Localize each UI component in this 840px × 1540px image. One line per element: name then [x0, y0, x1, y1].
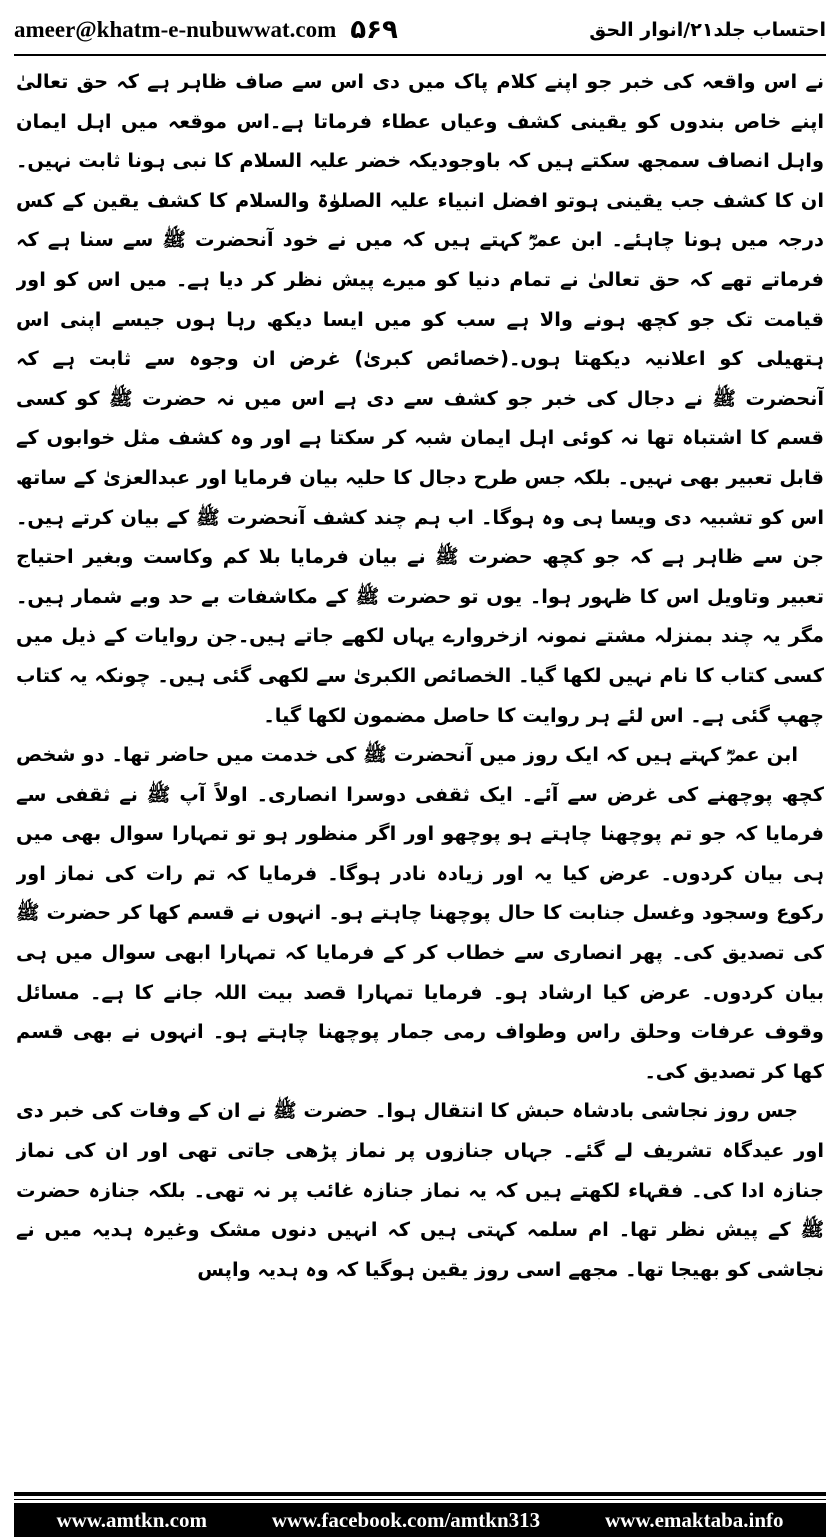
footer-bar — [14, 1503, 826, 1537]
paragraph-1: نے اس واقعہ کی خبر جو اپنے کلام پاک میں دی اس سے صاف ظاہر ہے کہ حق تعالیٰ اپنے خاص بندوں کو یقینی کشف وعیاں عطاء فرماتا ہے۔اس موقعہ میں اہل ایمان واہل انصاف سمجھ سکتے ہیں کہ باوجودیکہ خضر علیہ السلام کا نبی ہونا ثابت نہیں۔ان کا کشف جب یقینی ہوتو افضل انبیاء علیہ الصلوٰۃ والسلام کا کشف یقین کے کس درجہ میں ہونا چاہئے۔ ابن عمرؓ کہتے ہیں کہ میں نے خود آنحضرت ﷺ سے سنا ہے کہ فرماتے تھے کہ حق تعالیٰ نے تمام دنیا کو میرے پیش نظر کر دیا ہے۔ میں اس کو اور قیامت تک جو کچھ ہونے والا ہے سب کو میں ایسا دیکھ رہا ہوں جیسے اپنی اس ہتھیلی کو اعلانیہ دیکھتا ہوں۔(خصائص کبریٰ) غرض ان وجوہ سے ثابت ہے کہ آنحضرت ﷺ نے دجال کی خبر جو کشف سے دی ہے اس میں نہ حضرت ﷺ کو کسی قسم کا اشتباہ تھا نہ کوئی اہل ایمان شبہ کر سکتا ہے اور وہ کشف مثل خوابوں کے قابل تعبیر بھی نہیں۔ بلکہ جس طرح دجال کا حلیہ بیان فرمایا اور عبدالعزیٰ کے ساتھ اس کو تشبیہ دی ویسا ہی وہ ہوگا۔ اب ہم چند کشف آنحضرت ﷺ کے بیان کرتے ہیں۔جن سے ظاہر ہے کہ جو کچھ حضرت ﷺ نے بیان فرمایا بلا کم وکاست وبغیر احتیاج تعبیر وتاویل اس کا ظہور ہوا۔ یوں تو حضرت ﷺ کے مکاشفات بے حد وبے شمار ہیں۔ مگر یہ چند بمنزلہ مشتے نمونہ ازخروارے یہاں لکھے جاتے ہیں۔جن روایات کے ذیل میں کسی کتاب کا نام نہیں لکھا گیا۔ الخصائص الکبریٰ سے لکھی گئی ہیں۔ چونکہ یہ کتاب چھپ گئی ہے۔ اس لئے ہر روایت کا حاصل مضمون لکھا گیا۔ — [16, 70, 824, 727]
footer-link-emaktaba[interactable]: www.emaktaba.info — [605, 1507, 784, 1532]
page-number: ۵۶۹ — [350, 15, 398, 45]
paragraph-2: ابن عمرؓ کہتے ہیں کہ ایک روز میں آنحضرت ﷺ کی خدمت میں حاضر تھا۔ دو شخص کچھ پوچھنے کی غرض سے آئے۔ ایک ثقفی دوسرا انصاری۔ اولاً آپ ﷺ نے ثقفی سے فرمایا کہ جو تم پوچھنا چاہتے ہو پوچھو اور اگر منظور ہو تو تمہارا سوال بھی میں ہی بیان کردوں۔ عرض کیا یہ اور زیادہ نادر ہوگا۔ فرمایا کہ تم رات کی نماز اور رکوع وسجود وغسل جنابت کا حال پوچھنا چاہتے ہو۔ انہوں نے قسم کھا کر حضرت ﷺ کی تصدیق کی۔ پھر انصاری سے خطاب کر کے فرمایا کہ تمہارا ابھی سوال میں ہی بیان کردوں۔ عرض کیا ارشاد ہو۔ فرمایا تمہارا قصد بیت اللہ جانے کا ہے۔ مسائل وقوف عرفات وحلق راس وطواف رمی جمار پوچھنا چاہتے ہو۔ انہوں نے بھی قسم کھا کر تصدیق کی۔ — [16, 743, 824, 1083]
paragraph-3: جس روز نجاشی بادشاہ حبش کا انتقال ہوا۔ حضرت ﷺ نے ان کے وفات کی خبر دی اور عیدگاہ تشریف لے گئے۔ جہاں جنازوں پر نماز پڑھی جاتی تھی اور ان کی نماز جنازہ ادا کی۔ فقہاء لکھتے ہیں کہ یہ نماز جنازہ غائب پر نہ تھی۔ بلکہ جنازہ حضرت ﷺ کے پیش نظر تھا۔ ام سلمہ کہتی ہیں کہ انہیں دنوں مشک وغیرہ ہدیہ میں نے نجاشی کو بھیجا تھا۔ مجھے اسی روز یقین ہوگیا کہ وہ ہدیہ واپس — [16, 1099, 824, 1281]
header-left-group — [14, 15, 398, 45]
page-header — [14, 10, 826, 50]
footer-link-facebook[interactable]: www.facebook.com/amtkn313 — [271, 1507, 541, 1532]
footer-divider-thick — [14, 1492, 826, 1496]
footer-link-amtkn[interactable]: www.amtkn.com — [56, 1507, 207, 1532]
book-title: احتساب جلد۲۱/انوار الحق — [589, 19, 826, 41]
header-email[interactable]: ameer@khatm-e-nubuwwat.com — [14, 17, 337, 42]
page-body — [16, 62, 824, 1470]
footer-divider-thin — [14, 1499, 826, 1500]
header-divider — [14, 54, 826, 56]
